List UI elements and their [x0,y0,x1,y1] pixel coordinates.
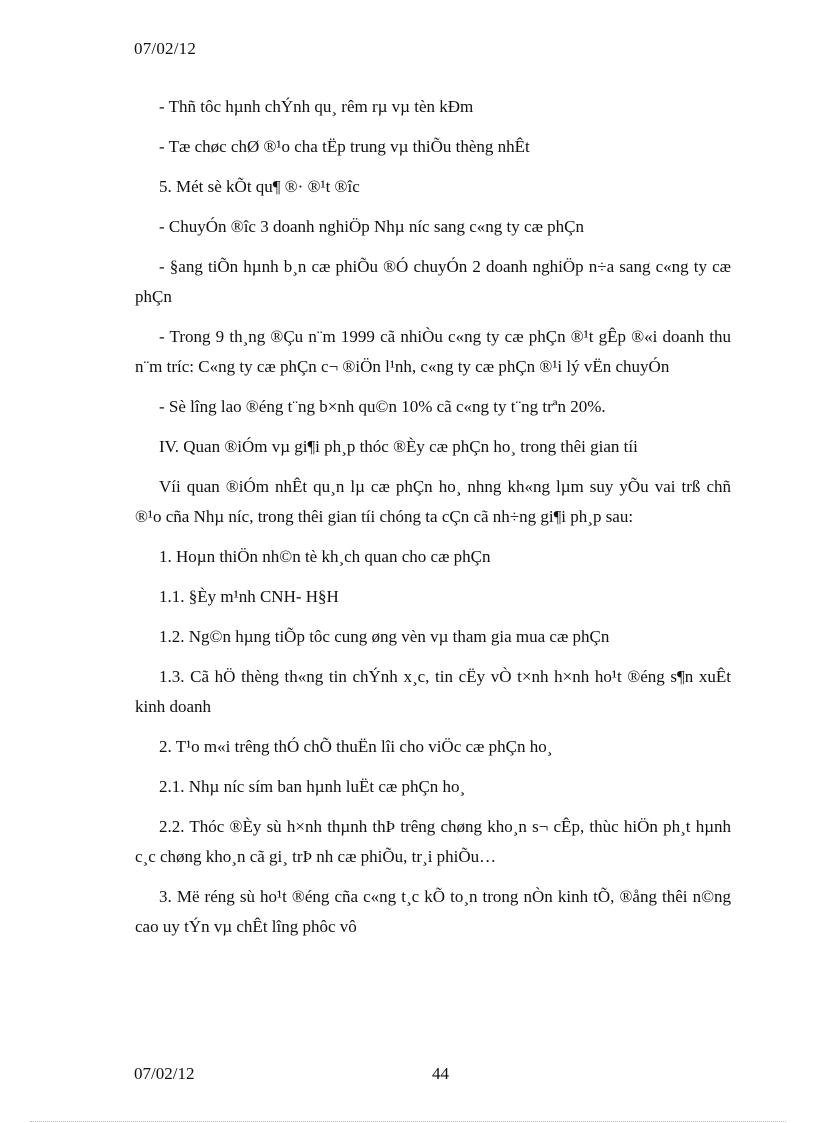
paragraph: 1.2. Ng©n hµng tiÕp tôc cung øng vèn vµ tham gia mua cæ phÇn [159,627,610,646]
paragraph: - Trong 9 th¸ng ®Çu n¨m 1999 cã nhiÒu c«ng ty cæ phÇn ®¹t gÊp ®«i doanh thu n¨m tríc: C«ng ty cæ phÇn c¬ ®iÖn l¹nh, c«ng ty cæ phÇn ®¹i lý vËn chuyÓn [135,327,731,376]
page-divider [30,1121,786,1122]
subsection-heading: 2. T¹o m«i trêng thÓ chÕ thuËn lîi cho viÖc cæ phÇn ho¸ [159,737,553,756]
paragraph: - §ang tiÕn hµnh b¸n cæ phiÕu ®Ó chuyÓn 2 doanh nghiÖp n÷a sang c«ng ty cæ phÇn [135,257,731,306]
section-heading: IV. Quan ®iÓm vµ gi¶i ph¸p thóc ®Èy cæ phÇn ho¸ trong thêi gian tíi [159,437,638,456]
paragraph: 3. Më réng sù ho¹t ®éng cña c«ng t¸c kÕ to¸n trong nÒn kinh tÕ, ®ång thêi n©ng cao uy tÝn vµ chÊt lîng phôc vô [135,887,731,936]
footer-date: 07/02/12 [134,1064,195,1083]
paragraph: 2.2. Thóc ®Èy sù h×nh thµnh thÞ trêng chøng kho¸n s¬ cÊp, thùc hiÖn ph¸t hµnh c¸c chøng kho¸n cã gi¸ trÞ nh cæ phiÕu, tr¸i phiÕu… [135,817,731,866]
section-heading: 5. Mét sè kÕt qu¶ ®· ®¹t ®îc [159,177,360,196]
subsection-heading: 1. Hoµn thiÖn nh©n tè kh¸ch quan cho cæ phÇn [159,547,491,566]
paragraph: - Tæ chøc chØ ®¹o cha tËp trung vµ thiÕu thèng nhÊt [159,137,530,156]
paragraph: 2.1. Nhµ níc sím ban hµnh luËt cæ phÇn ho¸ [159,777,466,796]
paragraph: 1.3. Cã hÖ thèng th«ng tin chÝnh x¸c, tin cËy vÒ t×nh h×nh ho¹t ®éng s¶n xuÊt kinh doanh [135,667,731,716]
paragraph: - ChuyÓn ®îc 3 doanh nghiÖp Nhµ níc sang c«ng ty cæ phÇn [159,217,584,236]
header-date: 07/02/12 [134,39,197,58]
document-body [135,92,731,952]
page-number: 44 [432,1064,449,1083]
paragraph: - Thñ tôc hµnh chÝnh qu¸ rêm rµ vµ tèn kÐm [159,97,474,116]
paragraph: Víi quan ®iÓm nhÊt qu¸n lµ cæ phÇn ho¸ nhng kh«ng lµm suy yÕu vai trß chñ ®¹o cña Nhµ níc, trong thêi gian tíi chóng ta cÇn cã nh÷ng gi¶i ph¸p sau: [135,477,731,526]
paragraph: 1.1. §Èy m¹nh CNH- H§H [159,587,339,606]
paragraph: - Sè lîng lao ®éng t¨ng b×nh qu©n 10% cã c«ng ty t¨ng trªn 20%. [159,397,606,416]
